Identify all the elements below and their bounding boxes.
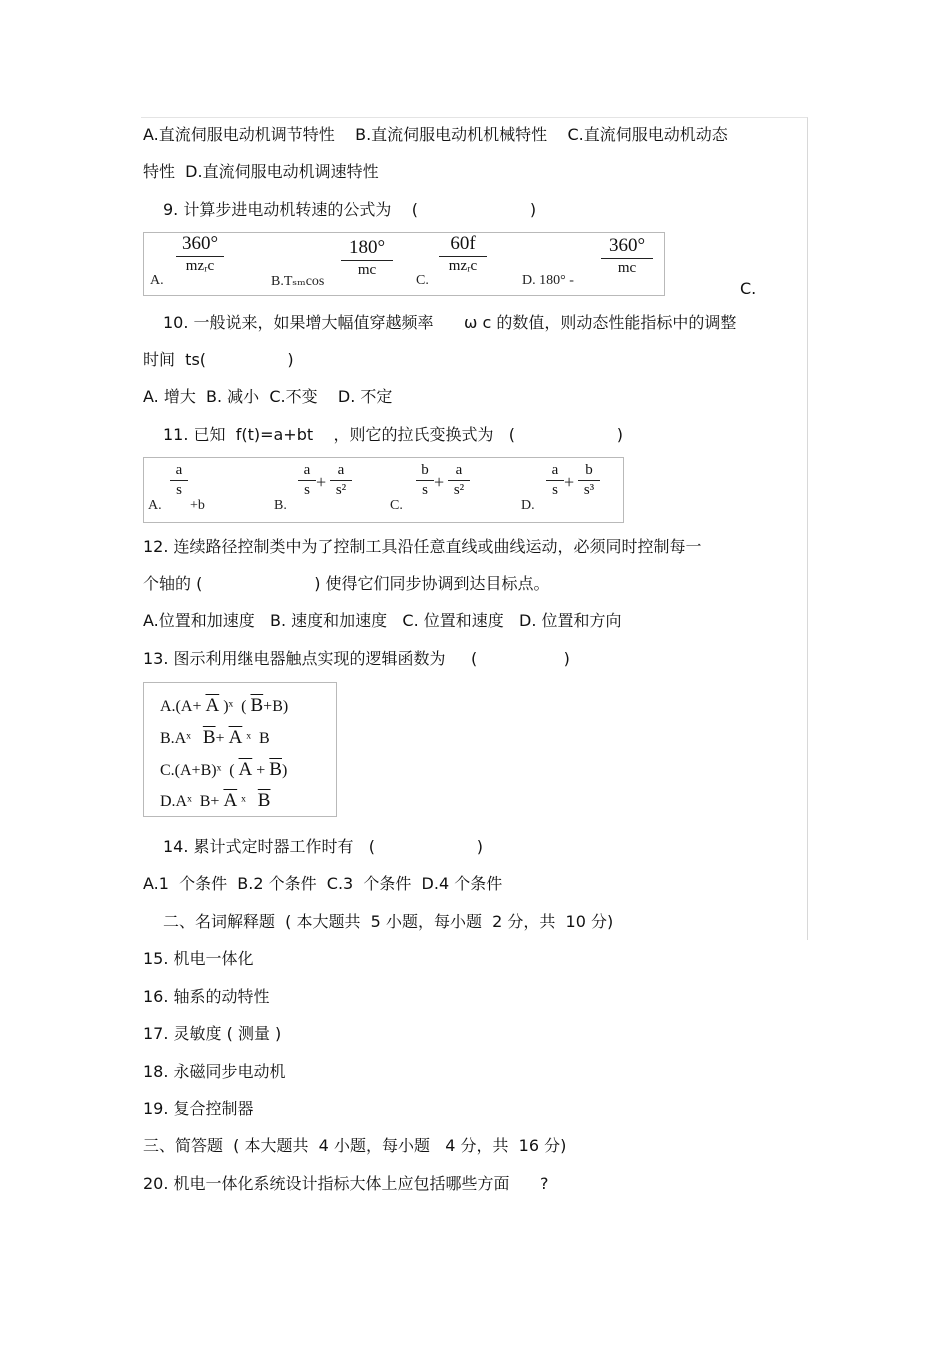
q9-b-denominator: mc: [357, 262, 377, 278]
q13-a-negated-var: $\overline{A}$: [205, 695, 220, 716]
q13-b-negated-var: $\overline{B}$: [202, 727, 216, 748]
q11-d-term1: [546, 462, 564, 499]
q11-option-a-label: A.: [148, 498, 162, 513]
q13-c-negated-var: $\overline{A}$: [238, 759, 253, 780]
q11-option-c-label: C.: [390, 498, 403, 513]
q13-d-negated-var: $\overline{A}$: [223, 790, 238, 811]
q13-option-a: [160, 695, 288, 717]
q11-c-plus: +: [434, 472, 445, 492]
q9-stem: 9. 计算步进电动机转速的公式为 ( ): [163, 200, 537, 219]
section2-item-17: 17. 灵敏度 ( 测量 ): [143, 1024, 282, 1043]
q9-d-denominator: mc: [617, 260, 637, 276]
q11-b-plus: +: [316, 472, 327, 492]
q9-c-numerator: 60f: [439, 233, 487, 257]
q10-options: A. 增大 B. 减小 C.不变 D. 不定: [143, 387, 393, 406]
q9-option-b-fraction: [341, 237, 393, 279]
q11-b-term1-numerator: a: [298, 462, 316, 481]
q13-option-c: [160, 759, 287, 781]
q11-a-tail: +b: [190, 498, 205, 513]
q12-line1: 12. 连续路径控制类中为了控制工具沿任意直线或曲线运动，必须同时控制每一: [143, 537, 702, 556]
q11-a-numerator: a: [170, 462, 188, 481]
q14-stem: 14. 累计式定时器工作时有 ( ): [163, 837, 483, 856]
q14-options: A.1 个条件 B.2 个条件 C.3 个条件 D.4 个条件: [143, 874, 503, 893]
section2-heading: 二、名词解释题 ( 本大题共 5 小题，每小题 2 分，共 10 分): [163, 912, 614, 931]
q13-a-text: A.(A+: [160, 698, 206, 715]
q11-c-term1-numerator: b: [416, 462, 434, 481]
q13-c-negated-var2: $\overline{B}$: [269, 759, 282, 780]
q11-a-denominator: s: [176, 482, 182, 498]
q10-line2: 时间 ts( ): [143, 350, 294, 369]
q9-option-a-label: A.: [150, 273, 164, 288]
q13-b-text-mid: +: [215, 730, 229, 747]
q13-stem: 13. 图示利用继电器触点实现的逻辑函数为 ( ): [143, 649, 570, 668]
q13-d-negated-var2: $\overline{B}$: [257, 790, 271, 811]
q11-b-term1: [298, 462, 316, 499]
q13-b-text: B.Aˣ: [160, 730, 203, 747]
q13-a-text-end: +B): [263, 698, 289, 715]
q11-c-term1: [416, 462, 434, 499]
section2-item-19: 19. 复合控制器: [143, 1099, 254, 1118]
q11-c-term2: [448, 462, 470, 499]
q11-b-term2-denominator: s²: [335, 482, 347, 498]
q8-options-line1: A.直流伺服电动机调节特性 B.直流伺服电动机机械特性 C.直流伺服电动机动态: [143, 125, 728, 144]
q11-b-term2-numerator: a: [330, 462, 352, 481]
q9-d-numerator: 360°: [601, 235, 653, 259]
q11-formula-image: [143, 457, 624, 523]
q9-option-d-fraction: [601, 235, 653, 277]
q11-d-term1-denominator: s: [552, 482, 558, 498]
q11-b-term1-denominator: s: [304, 482, 310, 498]
q9-option-a-fraction: [176, 233, 224, 275]
q9-option-b-label: B.Tₛₘcos: [271, 274, 325, 289]
q13-d-text: D.Aˣ B+: [160, 793, 224, 810]
q9-a-numerator: 360°: [176, 233, 224, 257]
q11-c-term2-numerator: a: [448, 462, 470, 481]
q9-option-d-label: D. 180° -: [522, 273, 574, 288]
q12-line2: 个轴的 ( ) 使得它们同步协调到达目标点。: [143, 574, 550, 593]
q9-formula-image: [143, 232, 665, 296]
q11-b-term2: [330, 462, 352, 499]
q13-d-text-mid: ˣ: [237, 793, 258, 810]
q12-options: A.位置和加速度 B. 速度和加速度 C. 位置和速度 D. 位置和方向: [143, 611, 622, 630]
section2-item-16: 16. 轴系的动特性: [143, 987, 270, 1006]
q13-b-negated-var2: $\overline{A}$: [228, 727, 243, 748]
q13-options-image: [143, 682, 337, 817]
q13-option-b: [160, 727, 270, 749]
q13-c-text-end: ): [281, 762, 288, 779]
q13-a-text-mid: )ˣ (: [219, 698, 251, 715]
q9-a-denominator: mzᵣc: [185, 258, 215, 274]
q11-d-term2-denominator: s³: [583, 482, 595, 498]
q9-option-c-label: C.: [416, 273, 429, 288]
q9-b-numerator: 180°: [341, 237, 393, 261]
section3-q20: 20. 机电一体化系统设计指标大体上应包括哪些方面 ?: [143, 1174, 549, 1193]
q10-line1: 10. 一般说来，如果增大幅值穿越频率 ω c 的数值，则动态性能指标中的调整: [163, 313, 737, 332]
section2-item-15: 15. 机电一体化: [143, 949, 254, 968]
q11-d-term2-numerator: b: [578, 462, 600, 481]
q13-b-text-end: ˣ B: [242, 730, 270, 747]
q8-options-line2: 特性 D.直流伺服电动机调速特性: [143, 162, 379, 181]
q13-c-text: C.(A+B)ˣ (: [160, 762, 239, 779]
q13-c-text-mid: +: [252, 762, 270, 779]
q11-a-fraction: [170, 462, 188, 499]
q13-option-d: [160, 790, 270, 812]
q11-c-term1-denominator: s: [422, 482, 428, 498]
q11-stem: 11. 已知 f(t)=a+bt ，则它的拉氏变换式为 ( ): [163, 425, 623, 444]
q11-d-plus: +: [564, 472, 575, 492]
q9-c-denominator: mzᵣc: [448, 258, 478, 274]
q11-d-term2: [578, 462, 600, 499]
q11-option-b-label: B.: [274, 498, 287, 513]
q9-option-c-fraction: [439, 233, 487, 275]
q13-a-negated-var2: $\overline{B}$: [250, 695, 264, 716]
section3-heading: 三、简答题 ( 本大题共 4 小题，每小题 4 分，共 16 分): [143, 1136, 567, 1155]
q11-c-term2-denominator: s²: [453, 482, 465, 498]
q11-d-term1-numerator: a: [546, 462, 564, 481]
q9-trailing-text: C.: [740, 279, 757, 298]
q11-option-d-label: D.: [521, 498, 535, 513]
section2-item-18: 18. 永磁同步电动机: [143, 1062, 286, 1081]
